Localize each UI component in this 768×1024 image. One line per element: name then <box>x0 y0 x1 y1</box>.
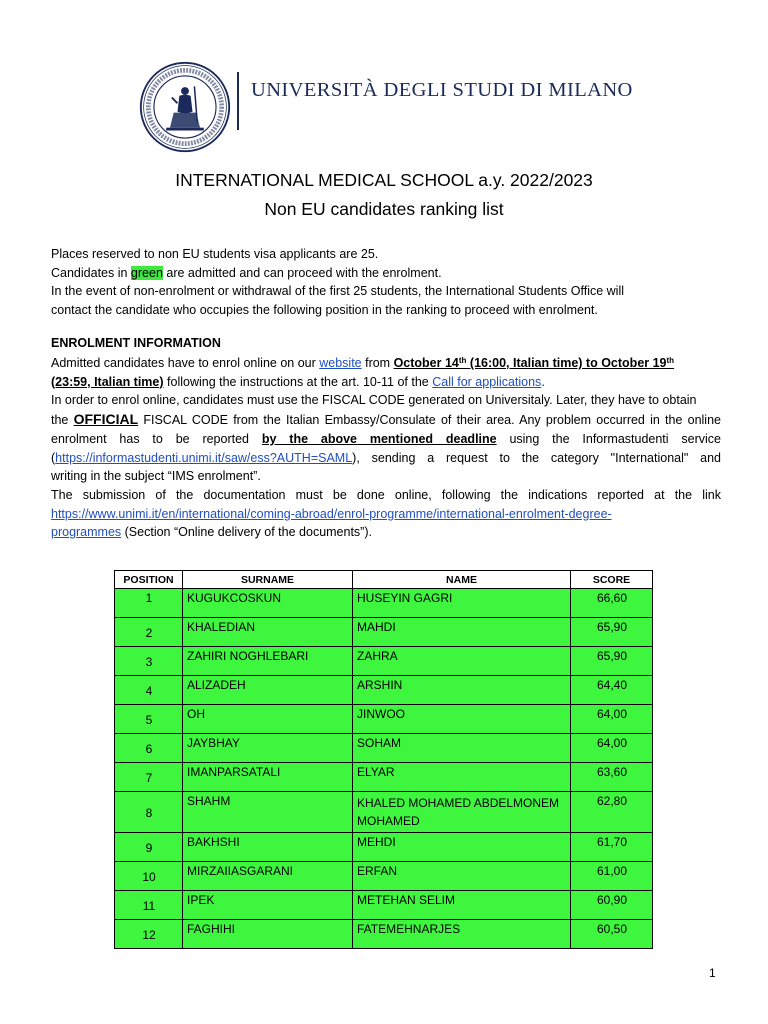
cell-score: 63,60 <box>571 763 653 792</box>
cell-surname: KUGUKCOSKUN <box>183 589 353 618</box>
cell-name: MEHDI <box>353 833 571 862</box>
enrolment-text: using the Informastudenti service <box>496 431 721 446</box>
enrolment-text: ), sending a request to the category "International" and <box>352 450 721 465</box>
cell-position: 9 <box>115 833 183 862</box>
enrolment-line <box>51 449 721 468</box>
cell-position: 4 <box>115 676 183 705</box>
document-subtitle: Non EU candidates ranking list <box>264 199 504 219</box>
enrolment-line: writing in the subject “IMS enrolment”. <box>51 469 261 484</box>
date-text: October 14 <box>393 356 459 370</box>
table-row <box>115 589 653 618</box>
ordinal-suffix: th <box>666 356 675 365</box>
cell-score: 62,80 <box>571 792 653 833</box>
table-row <box>115 618 653 647</box>
cell-position: 12 <box>115 920 183 949</box>
cell-position: 1 <box>115 589 183 618</box>
table-row <box>115 734 653 763</box>
date-range-start <box>394 356 675 370</box>
cell-name: ARSHIN <box>353 676 571 705</box>
column-header-surname: SURNAME <box>183 571 353 589</box>
intro-line: In the event of non-enrolment or withdrawal of the first 25 students, the International Students Office will <box>51 284 625 299</box>
cell-surname: MIRZAIIASGARANI <box>183 862 353 891</box>
university-header <box>134 58 633 140</box>
cell-score: 60,90 <box>571 891 653 920</box>
call-for-applications-link[interactable]: Call for applications <box>432 374 542 389</box>
cell-surname: KHALEDIAN <box>183 618 353 647</box>
cell-position: 10 <box>115 862 183 891</box>
deadline-emphasis: by the above mentioned deadline <box>261 431 497 446</box>
document-title: INTERNATIONAL MEDICAL SCHOOL a.y. 2022/2023 <box>175 170 593 190</box>
official-emphasis: OFFICIAL <box>73 411 139 428</box>
cell-position: 7 <box>115 763 183 792</box>
enrolment-line <box>51 410 721 430</box>
enrolment-paragraph <box>51 354 721 542</box>
cell-score: 60,50 <box>571 920 653 949</box>
enrolment-text: (Section “Online delivery of the documents”). <box>121 525 372 540</box>
intro-paragraph <box>51 245 721 320</box>
cell-score: 65,90 <box>571 618 653 647</box>
enrolment-text: from <box>361 356 394 370</box>
green-highlight: green <box>130 265 163 280</box>
intro-line: Places reserved to non EU students visa applicants are 25. <box>51 247 379 261</box>
enrolment-text: following the instructions at the art. 10-11 of the <box>163 374 433 389</box>
ordinal-suffix: th <box>458 356 467 365</box>
enrolment-heading: ENROLMENT INFORMATION <box>51 336 221 350</box>
cell-name: SOHAM <box>353 734 571 763</box>
cell-name: FATEMEHNARJES <box>353 920 571 949</box>
cell-surname: SHAHM <box>183 792 353 833</box>
cell-score: 61,70 <box>571 833 653 862</box>
table-row <box>115 676 653 705</box>
cell-score: 65,90 <box>571 647 653 676</box>
cell-name: HUSEYIN GAGRI <box>353 589 571 618</box>
header-divider <box>237 72 239 130</box>
enrolment-text: . <box>541 374 545 389</box>
cell-name: JINWOO <box>353 705 571 734</box>
enrolment-text: the <box>51 413 74 428</box>
university-seal-logo <box>138 60 232 154</box>
enrolment-text: enrolment has to be reported <box>51 431 262 446</box>
table-row <box>115 763 653 792</box>
cell-name: ZAHRA <box>353 647 571 676</box>
enrolment-line: In order to enrol online, candidates must use the FISCAL CODE generated on Universitaly. Later, they have to obtain <box>51 393 697 408</box>
university-name: UNIVERSITÀ DEGLI STUDI DI MILANO <box>251 79 633 101</box>
cell-position: 8 <box>115 792 183 833</box>
cell-surname: FAGHIHI <box>183 920 353 949</box>
informastudenti-link[interactable]: https://informastudenti.unimi.it/saw/ess?AUTH=SAML <box>55 450 353 465</box>
intro-text: Candidates in <box>51 265 131 280</box>
table-row <box>115 891 653 920</box>
cell-name: KHALED MOHAMED ABDELMONEM MOHAMED <box>353 792 571 833</box>
column-header-score: SCORE <box>571 571 653 589</box>
cell-name: ERFAN <box>353 862 571 891</box>
table-row <box>115 862 653 891</box>
cell-position: 6 <box>115 734 183 763</box>
cell-surname: ZAHIRI NOGHLEBARI <box>183 647 353 676</box>
intro-line <box>51 264 721 283</box>
cell-position: 5 <box>115 705 183 734</box>
enrolment-text: Admitted candidates have to enrol online on our <box>51 356 320 370</box>
cell-surname: ALIZADEH <box>183 676 353 705</box>
cell-name: MAHDI <box>353 618 571 647</box>
enrolment-line <box>51 373 721 392</box>
table-header-row <box>115 571 653 589</box>
enrolment-line <box>51 523 721 542</box>
cell-position: 2 <box>115 618 183 647</box>
cell-position: 3 <box>115 647 183 676</box>
cell-score: 64,00 <box>571 734 653 763</box>
page-number: 1 <box>709 966 716 980</box>
cell-surname: OH <box>183 705 353 734</box>
enrolment-line <box>51 430 721 449</box>
table-row <box>115 705 653 734</box>
enrolment-text: FISCAL CODE from the Italian Embassy/Consulate of their area. Any problem occurred in the online <box>138 413 721 428</box>
cell-score: 64,40 <box>571 676 653 705</box>
cell-score: 64,00 <box>571 705 653 734</box>
cell-surname: IPEK <box>183 891 353 920</box>
website-link[interactable]: website <box>319 356 362 370</box>
cell-score: 61,00 <box>571 862 653 891</box>
cell-name: ELYAR <box>353 763 571 792</box>
cell-surname: JAYBHAY <box>183 734 353 763</box>
cell-score: 66,60 <box>571 589 653 618</box>
intro-text: are admitted and can proceed with the enrolment. <box>162 265 442 280</box>
cell-surname: IMANPARSATALI <box>183 763 353 792</box>
column-header-position: POSITION <box>115 571 183 589</box>
documentation-link[interactable]: https://www.unimi.it/en/international/coming-abroad/enrol-programme/international-enrolment-degree- <box>51 506 612 521</box>
table-row <box>115 792 653 833</box>
date-range-end: (23:59, Italian time) <box>51 374 164 389</box>
ranking-table <box>114 570 653 949</box>
table-row <box>115 920 653 949</box>
enrolment-line <box>51 505 721 524</box>
intro-line: contact the candidate who occupies the following position in the ranking to proceed with enrolment. <box>51 303 598 318</box>
enrolment-text: ( <box>51 450 56 465</box>
cell-surname: BAKHSHI <box>183 833 353 862</box>
table-row <box>115 833 653 862</box>
enrolment-line <box>51 354 721 373</box>
enrolment-line: The submission of the documentation must be done online, following the indications reported at the link <box>51 487 721 502</box>
table-row <box>115 647 653 676</box>
date-text: (16:00, Italian time) to October 19 <box>466 356 667 370</box>
cell-name: METEHAN SELIM <box>353 891 571 920</box>
cell-position: 11 <box>115 891 183 920</box>
documentation-link-continued[interactable]: programmes <box>51 525 122 540</box>
column-header-name: NAME <box>353 571 571 589</box>
